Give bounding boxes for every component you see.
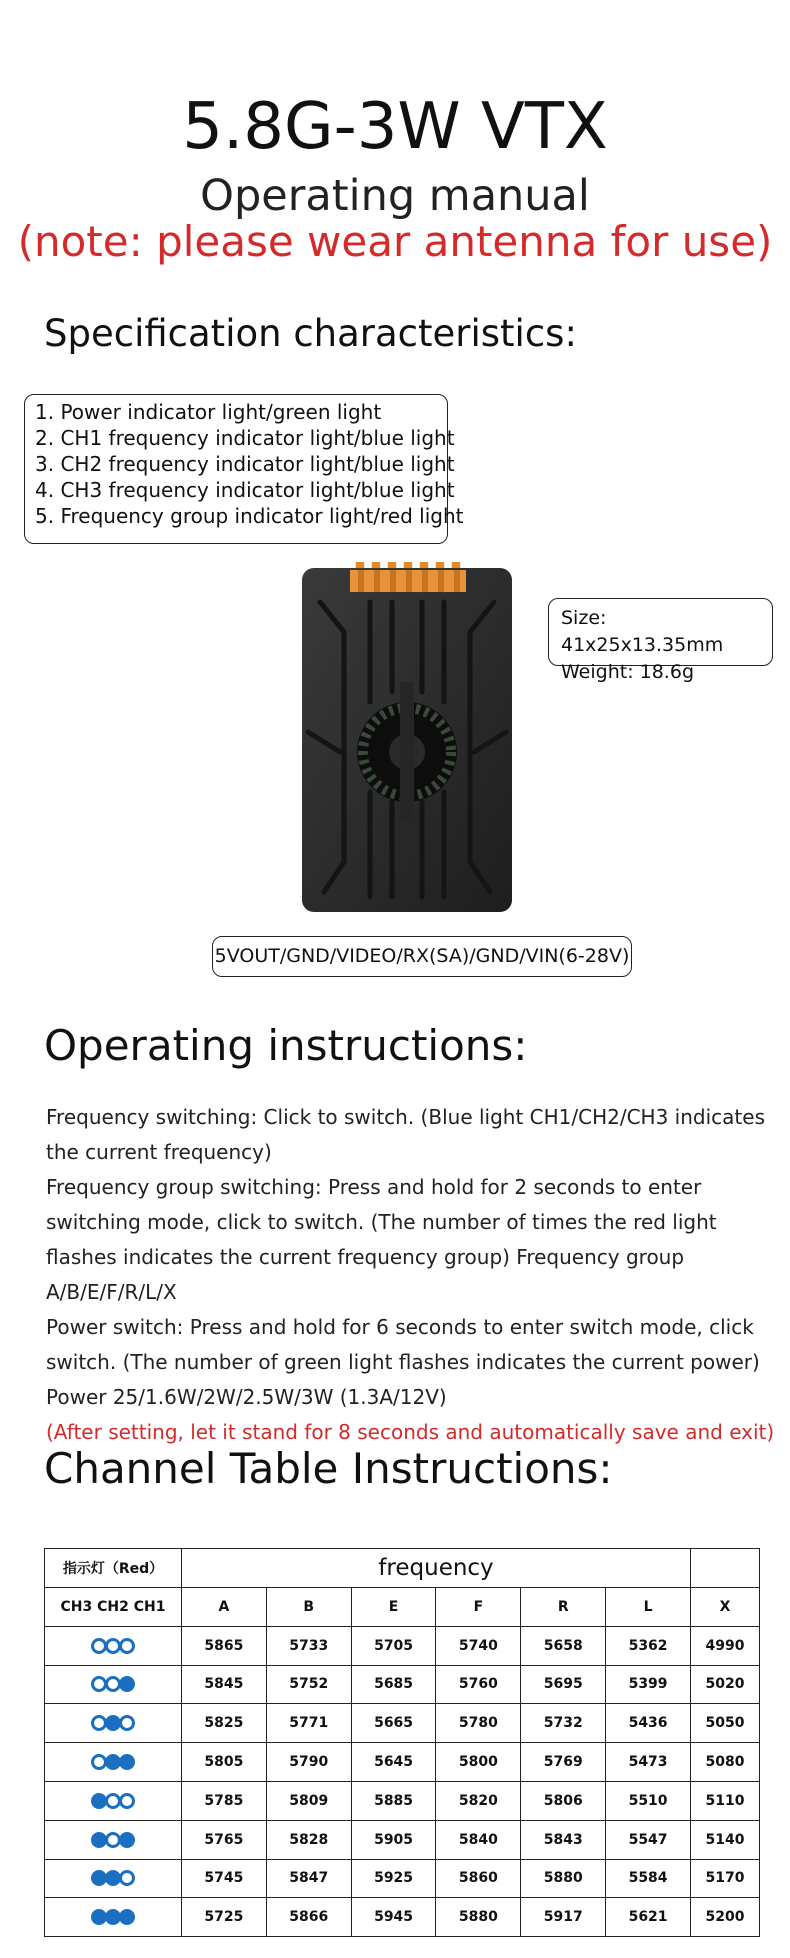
page-title: 5.8G-3W VTX xyxy=(182,90,608,164)
frequency-cell: 5917 xyxy=(521,1898,606,1937)
frequency-cell: 5880 xyxy=(436,1898,521,1937)
page-subtitle: Operating manual xyxy=(200,171,590,221)
frequency-cell: 5805 xyxy=(182,1743,267,1782)
channel-table xyxy=(44,1548,760,1937)
frequency-cell: 5399 xyxy=(606,1665,691,1704)
frequency-cell: 5765 xyxy=(182,1820,267,1859)
table-row xyxy=(45,1665,760,1704)
indicator-header: 指示灯（Red） xyxy=(45,1549,182,1588)
frequency-cell: 5785 xyxy=(182,1781,267,1820)
frequency-cell: 5840 xyxy=(436,1820,521,1859)
frequency-header: frequency xyxy=(182,1549,691,1588)
frequency-cell: 5436 xyxy=(606,1704,691,1743)
frequency-cell: 5740 xyxy=(436,1626,521,1665)
frequency-cell: 5020 xyxy=(691,1665,760,1704)
led-on-icon xyxy=(119,1909,135,1925)
frequency-cell: 5847 xyxy=(266,1859,351,1898)
column-header: F xyxy=(436,1588,521,1627)
led-pattern-cell xyxy=(45,1665,182,1704)
column-header: L xyxy=(606,1588,691,1627)
frequency-cell: 5880 xyxy=(521,1859,606,1898)
column-header: E xyxy=(351,1588,436,1627)
table-row xyxy=(45,1898,760,1937)
frequency-cell: 5828 xyxy=(266,1820,351,1859)
led-off-icon xyxy=(119,1638,135,1654)
channel-heading: Channel Table Instructions: xyxy=(44,1444,613,1493)
frequency-cell: 5809 xyxy=(266,1781,351,1820)
frequency-cell: 5820 xyxy=(436,1781,521,1820)
led-off-icon xyxy=(119,1793,135,1809)
operating-heading: Operating instructions: xyxy=(44,1021,528,1070)
save-warning: (After setting, let it stand for 8 seconds and automatically save and exit) xyxy=(46,1420,775,1444)
pinout-label: 5VOUT/GND/VIDEO/RX(SA)/GND/VIN(6-28V) xyxy=(212,936,632,977)
frequency-cell: 5945 xyxy=(351,1898,436,1937)
led-on-icon xyxy=(119,1676,135,1692)
frequency-cell: 5621 xyxy=(606,1898,691,1937)
led-pattern-cell xyxy=(45,1781,182,1820)
column-header: A xyxy=(182,1588,267,1627)
led-on-icon xyxy=(119,1754,135,1770)
frequency-cell: 5825 xyxy=(182,1704,267,1743)
legend-item: 2. CH1 frequency indicator light/blue light xyxy=(35,426,455,450)
frequency-cell: 5800 xyxy=(436,1743,521,1782)
size-text: Size: 41x25x13.35mm xyxy=(561,607,724,656)
frequency-cell: 5200 xyxy=(691,1898,760,1937)
led-off-icon xyxy=(119,1870,135,1886)
frequency-cell: 5843 xyxy=(521,1820,606,1859)
legend-item: 3. CH2 frequency indicator light/blue light xyxy=(35,452,455,476)
frequency-cell: 5905 xyxy=(351,1820,436,1859)
led-pattern-cell xyxy=(45,1743,182,1782)
frequency-cell: 5866 xyxy=(266,1898,351,1937)
frequency-cell: 5780 xyxy=(436,1704,521,1743)
column-header: X xyxy=(691,1588,760,1627)
frequency-cell: 5584 xyxy=(606,1859,691,1898)
frequency-cell: 5845 xyxy=(182,1665,267,1704)
frequency-cell: 5362 xyxy=(606,1626,691,1665)
weight-text: Weight: 18.6g xyxy=(561,661,694,683)
led-pattern-cell xyxy=(45,1859,182,1898)
instruction-line: Power switch: Press and hold for 6 seconds to enter switch mode, click switch. (The number of green light flashes indicates the current power) xyxy=(46,1315,760,1374)
frequency-cell: 5080 xyxy=(691,1743,760,1782)
frequency-cell: 5732 xyxy=(521,1704,606,1743)
table-row xyxy=(45,1859,760,1898)
frequency-cell: 5645 xyxy=(351,1743,436,1782)
frequency-cell: 5685 xyxy=(351,1665,436,1704)
indicator-legend xyxy=(24,394,464,544)
instruction-line: Frequency group switching: Press and hold for 2 seconds to enter switching mode, click to switch. (The number of times the red light flashes indicates the current frequency group) Frequency group A/B/E/F/R/L/X xyxy=(46,1175,717,1304)
frequency-cell: 5745 xyxy=(182,1859,267,1898)
led-off-icon xyxy=(119,1715,135,1731)
table-row xyxy=(45,1704,760,1743)
table-row xyxy=(45,1820,760,1859)
column-header: R xyxy=(521,1588,606,1627)
frequency-cell: 5140 xyxy=(691,1820,760,1859)
frequency-cell: 5925 xyxy=(351,1859,436,1898)
frequency-cell: 5806 xyxy=(521,1781,606,1820)
antenna-note: (note: please wear antenna for use) xyxy=(17,217,773,266)
instruction-line: Power 25/1.6W/2W/2.5W/3W (1.3A/12V) xyxy=(46,1385,447,1409)
frequency-cell: 5769 xyxy=(521,1743,606,1782)
table-column-row xyxy=(45,1588,760,1627)
frequency-cell: 4990 xyxy=(691,1626,760,1665)
vtx-product-image xyxy=(300,562,514,914)
frequency-cell: 5473 xyxy=(606,1743,691,1782)
frequency-cell: 5658 xyxy=(521,1626,606,1665)
table-header-row xyxy=(45,1549,760,1588)
size-weight-box xyxy=(548,598,773,683)
led-on-icon xyxy=(119,1832,135,1848)
blank-header xyxy=(691,1549,760,1588)
legend-item: 4. CH3 frequency indicator light/blue light xyxy=(35,478,455,502)
frequency-cell: 5170 xyxy=(691,1859,760,1898)
frequency-cell: 5760 xyxy=(436,1665,521,1704)
frequency-cell: 5705 xyxy=(351,1626,436,1665)
table-row xyxy=(45,1626,760,1665)
frequency-cell: 5725 xyxy=(182,1898,267,1937)
frequency-cell: 5510 xyxy=(606,1781,691,1820)
led-pattern-cell xyxy=(45,1626,182,1665)
frequency-cell: 5695 xyxy=(521,1665,606,1704)
frequency-cell: 5733 xyxy=(266,1626,351,1665)
operating-instructions xyxy=(46,1100,776,1450)
table-row xyxy=(45,1781,760,1820)
frequency-cell: 5752 xyxy=(266,1665,351,1704)
ch-header: CH3 CH2 CH1 xyxy=(45,1588,182,1627)
led-pattern-cell xyxy=(45,1820,182,1859)
legend-item: 5. Frequency group indicator light/red light xyxy=(35,504,464,528)
spec-heading: Specification characteristics: xyxy=(44,312,577,355)
frequency-cell: 5865 xyxy=(182,1626,267,1665)
frequency-cell: 5665 xyxy=(351,1704,436,1743)
frequency-cell: 5885 xyxy=(351,1781,436,1820)
frequency-cell: 5790 xyxy=(266,1743,351,1782)
frequency-cell: 5050 xyxy=(691,1704,760,1743)
frequency-cell: 5547 xyxy=(606,1820,691,1859)
legend-item: 1. Power indicator light/green light xyxy=(35,400,382,424)
instruction-line: Frequency switching: Click to switch. (Blue light CH1/CH2/CH3 indicates the current frequency) xyxy=(46,1105,765,1164)
led-pattern-cell xyxy=(45,1704,182,1743)
frequency-cell: 5110 xyxy=(691,1781,760,1820)
table-row xyxy=(45,1743,760,1782)
frequency-cell: 5771 xyxy=(266,1704,351,1743)
frequency-cell: 5860 xyxy=(436,1859,521,1898)
led-pattern-cell xyxy=(45,1898,182,1937)
column-header: B xyxy=(266,1588,351,1627)
